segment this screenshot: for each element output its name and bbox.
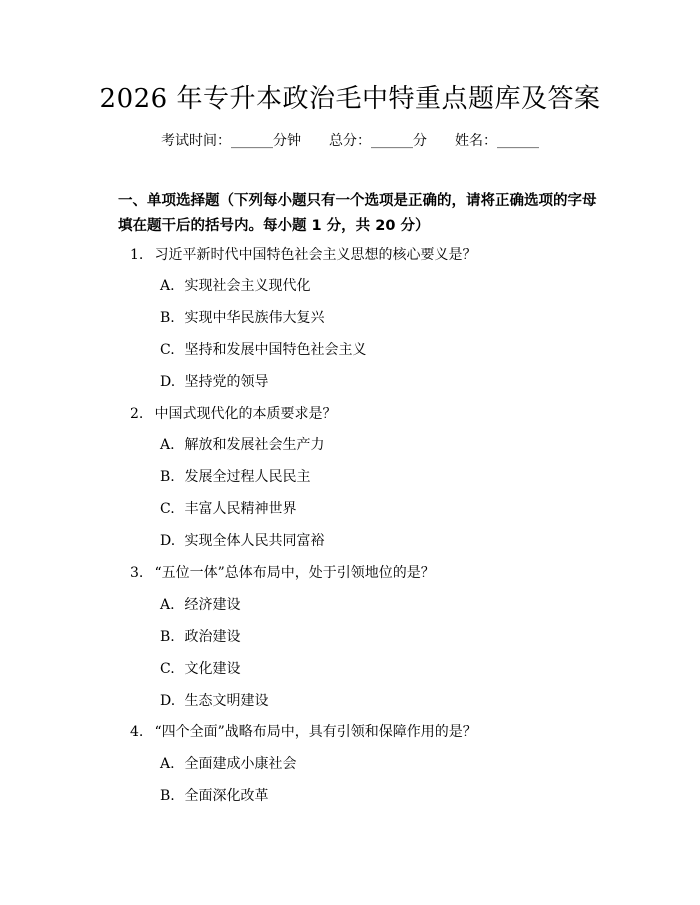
option-text: 全面深化改革	[184, 788, 269, 804]
total-score-field: 总分：______分	[329, 133, 427, 149]
question-number: 1.	[130, 247, 144, 263]
question-number: 2.	[130, 406, 144, 422]
exam-meta	[0, 130, 700, 152]
option-letter: D.	[160, 693, 176, 709]
option-text: 全面建成小康社会	[184, 756, 297, 772]
option-text: 文化建设	[184, 661, 241, 677]
option-letter: A.	[160, 278, 175, 294]
exam-time-field: 考试时间：______分钟	[161, 133, 301, 149]
option-letter: B.	[160, 310, 175, 326]
document-title: 2026 年专升本政治毛中特重点题库及答案	[99, 84, 601, 114]
option	[160, 658, 240, 680]
option-text: 丰富人民精神世界	[184, 501, 297, 517]
option-letter: C.	[160, 661, 175, 677]
option-letter: A.	[160, 597, 175, 613]
option-letter: A.	[160, 437, 175, 453]
question	[130, 403, 336, 425]
question	[130, 721, 477, 743]
question-number: 4.	[130, 724, 144, 740]
option-text: 生态文明建设	[184, 693, 269, 709]
question-text: “四个全面”战略布局中，具有引领和保障作用的是？	[154, 724, 477, 740]
option-letter: C.	[160, 342, 175, 358]
option-text: 实现全体人民共同富裕	[184, 533, 325, 549]
option-letter: B.	[160, 469, 175, 485]
option	[160, 275, 310, 297]
option	[160, 785, 268, 807]
option-text: 坚持和发展中国特色社会主义	[184, 342, 367, 358]
option-letter: D.	[160, 374, 176, 390]
option	[160, 690, 268, 712]
option-text: 坚持党的领导	[184, 374, 269, 390]
option-text: 发展全过程人民民主	[184, 469, 311, 485]
option-letter: C.	[160, 501, 175, 517]
option	[160, 594, 240, 616]
option-text: 实现中华民族伟大复兴	[184, 310, 325, 326]
option	[160, 530, 324, 552]
question-text: 习近平新时代中国特色社会主义思想的核心要义是？	[154, 247, 477, 263]
question	[130, 244, 476, 266]
question-text: 中国式现代化的本质要求是？	[154, 406, 337, 422]
question-text: “五位一体”总体布局中，处于引领地位的是？	[154, 565, 435, 581]
option-letter: A.	[160, 756, 175, 772]
option-letter: B.	[160, 629, 175, 645]
option	[160, 498, 296, 520]
option-letter: D.	[160, 533, 176, 549]
option	[160, 626, 240, 648]
option-text: 解放和发展社会生产力	[184, 437, 325, 453]
section-heading: 一、单项选择题（下列每小题只有一个选项是正确的，请将正确选项的字母填在题干后的括号内。每小题 1 分，共 20 分）	[118, 193, 597, 234]
option	[160, 307, 324, 329]
question-number: 3.	[130, 565, 144, 581]
option	[160, 371, 268, 393]
option-letter: B.	[160, 788, 175, 804]
name-field: 姓名：______	[455, 133, 539, 149]
option	[160, 434, 324, 456]
option-text: 实现社会主义现代化	[184, 278, 311, 294]
question	[130, 562, 435, 584]
option-text: 政治建设	[184, 629, 241, 645]
option	[160, 339, 366, 361]
option-text: 经济建设	[184, 597, 241, 613]
option	[160, 466, 310, 488]
option	[160, 753, 296, 775]
